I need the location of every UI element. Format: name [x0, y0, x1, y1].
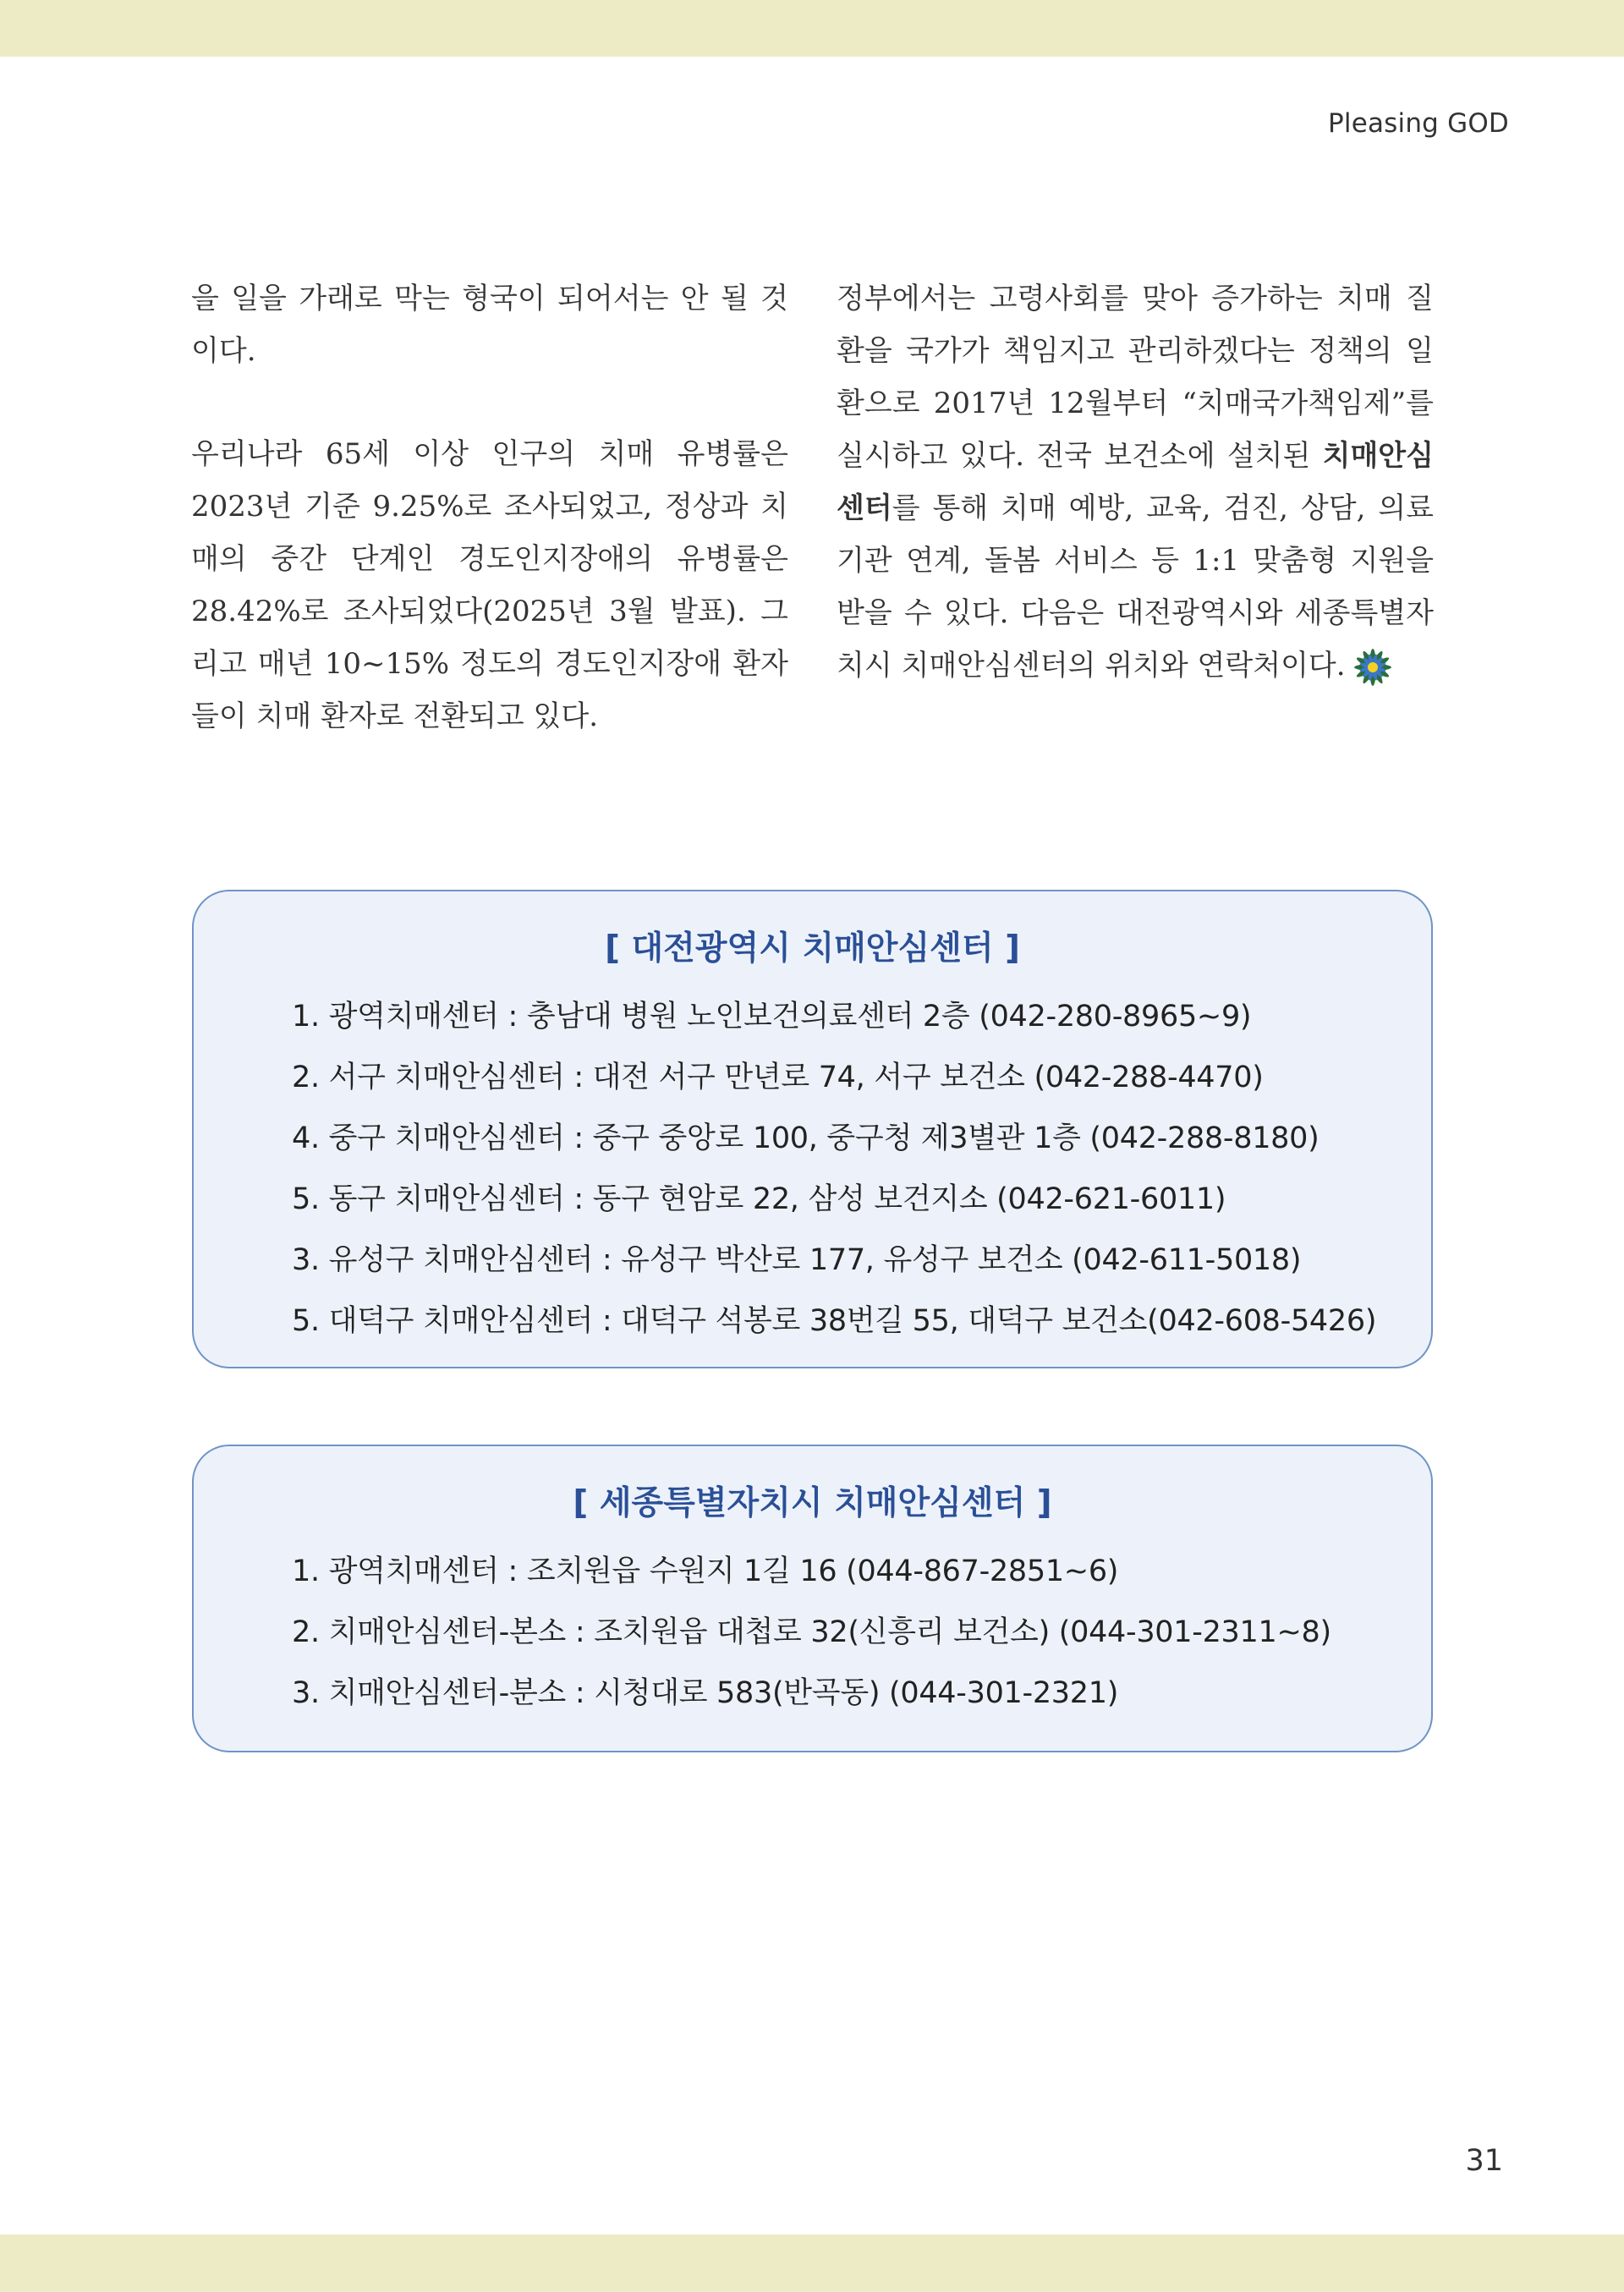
left-text-column [191, 272, 788, 743]
running-head: Pleasing GOD [1327, 108, 1509, 139]
list-item: 5. 동구 치매안심센터 : 동구 현암로 22, 삼성 보건지소 (042-621-6011) [292, 1182, 1226, 1216]
sejong-box-title: [ 세종특별자치시 치매안심센터 ] [573, 1484, 1052, 1522]
sejong-center-list [292, 1541, 1331, 1724]
flower-ornament-icon [1351, 645, 1395, 689]
daejeon-box-title: [ 대전광역시 치매안심센터 ] [605, 929, 1020, 968]
right-text-column [837, 272, 1434, 692]
paragraph-2: 우리나라 65세 이상 인구의 치매 유병률은 2023년 기준 9.25%로 조사되었고, 정상과 치매의 중간 단계인 경도인지장애의 유병률은 28.42%로 조사되었다(2025년 3월 발표). 그리고 매년 10~15% 정도의 경도인지장애 환자들이 치매 환자로 전환되고 있다. [191, 437, 788, 733]
paragraph-3-text-end: 를 통해 치매 예방, 교육, 검진, 상담, 의료기관 연계, 돌봄 서비스 등 1:1 맞춤형 지원을 받을 수 있다. 다음은 대전광역시와 세종특별자치시 치매안심센터의 위치와 연락처이다. [837, 491, 1434, 683]
paragraph-1: 을 일을 가래로 막는 형국이 되어서는 안 될 것이다. [191, 282, 788, 368]
list-item: 3. 유성구 치매안심센터 : 유성구 박산로 177, 유성구 보건소 (042-611-5018) [292, 1243, 1302, 1277]
paragraph-3-text: 정부에서는 고령사회를 맞아 증가하는 치매 질환을 국가가 책임지고 관리하겠다는 정책의 일환으로 2017년 12월부터 “치매국가책임제”를 실시하고 있다. 전국 보건소에 설치된 [837, 282, 1434, 473]
bottom-decorative-band [0, 2234, 1624, 2292]
list-item: 4. 중구 치매안심센터 : 중구 중앙로 100, 중구청 제3별관 1층 (042-288-8180) [292, 1121, 1320, 1155]
page-number: 31 [1465, 2144, 1503, 2178]
emphasis-text: 치매안심센터 [837, 439, 1434, 525]
list-item: 2. 치매안심센터-본소 : 조치원읍 대첩로 32(신흥리 보건소) (044-301-2311~8) [292, 1615, 1331, 1649]
list-item: 3. 치매안심센터-분소 : 시청대로 583(반곡동) (044-301-2321) [292, 1676, 1119, 1710]
sejong-center-box [192, 1445, 1433, 1752]
list-item: 5. 대덕구 치매안심센터 : 대덕구 석봉로 38번길 55, 대덕구 보건소(042-608-5426) [292, 1304, 1377, 1338]
list-item: 1. 광역치매센터 : 조치원읍 수원지 1길 16 (044-867-2851~6) [292, 1555, 1119, 1588]
daejeon-center-list [292, 986, 1376, 1352]
paragraph-3 [837, 272, 1434, 692]
top-decorative-band [0, 0, 1624, 57]
list-item: 2. 서구 치매안심센터 : 대전 서구 만년로 74, 서구 보건소 (042-288-4470) [292, 1061, 1264, 1094]
daejeon-center-box [192, 890, 1433, 1368]
list-item: 1. 광역치매센터 : 충남대 병원 노인보건의료센터 2층 (042-280-8965~9) [292, 1000, 1252, 1034]
